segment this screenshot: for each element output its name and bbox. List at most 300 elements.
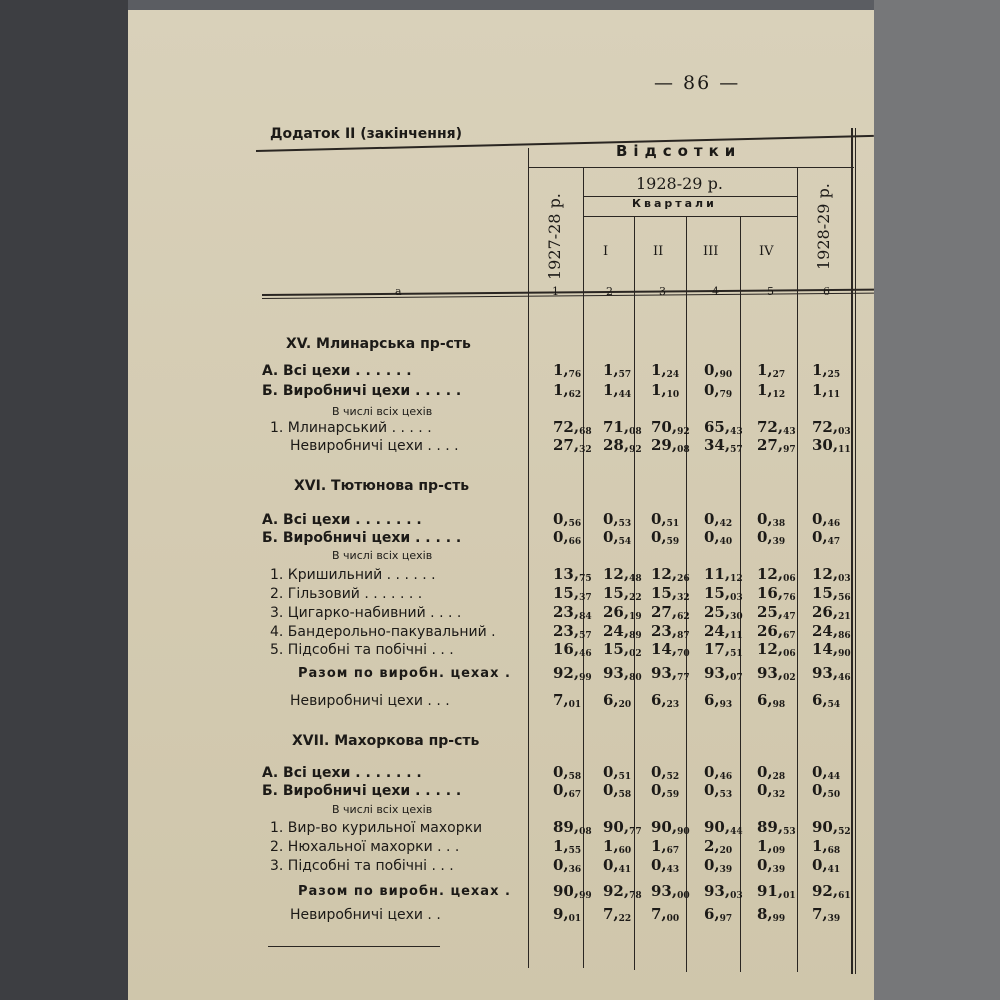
cell-integer: 0, xyxy=(704,528,720,546)
cell-decimal: 68 xyxy=(827,846,841,856)
cell-value xyxy=(812,510,840,529)
cell-value xyxy=(603,603,642,622)
cell-integer: 71, xyxy=(603,418,630,436)
cell-integer: 0, xyxy=(812,763,828,781)
cell-decimal: 54 xyxy=(827,700,841,710)
cell-decimal: 90 xyxy=(719,370,733,380)
cell-integer: 72, xyxy=(812,418,839,436)
cell-decimal: 78 xyxy=(629,891,642,901)
cell-integer: 0, xyxy=(651,763,667,781)
cell-decimal: 76 xyxy=(783,593,796,603)
cell-decimal: 39 xyxy=(772,865,786,875)
col-number-6: 6 xyxy=(823,285,830,298)
cell-decimal: 93 xyxy=(719,700,733,710)
cell-integer: 89, xyxy=(553,818,580,836)
cell-value xyxy=(553,882,592,901)
cell-integer: 93, xyxy=(603,664,630,682)
cell-decimal: 32 xyxy=(579,445,592,455)
cell-integer: 24, xyxy=(812,622,839,640)
cell-value xyxy=(757,781,785,800)
section-title: XVII. Махоркова пр-сть xyxy=(292,733,480,749)
cell-integer: 0, xyxy=(757,763,773,781)
cell-integer: 14, xyxy=(651,640,678,658)
cell-decimal: 03 xyxy=(838,574,851,584)
cell-value xyxy=(603,622,642,641)
row-label: 5. Підсобні та побічні . . . xyxy=(270,642,454,658)
cell-integer: 0, xyxy=(553,528,569,546)
cell-decimal: 24 xyxy=(666,370,680,380)
cell-value xyxy=(603,528,631,547)
cell-integer: 0, xyxy=(704,856,720,874)
cell-value xyxy=(704,664,743,683)
cell-decimal: 51 xyxy=(666,519,680,529)
cell-integer: 72, xyxy=(553,418,580,436)
cell-value xyxy=(651,882,690,901)
cell-integer: 15, xyxy=(704,584,731,602)
cell-decimal: 08 xyxy=(677,445,690,455)
cell-decimal: 77 xyxy=(629,827,642,837)
cell-value xyxy=(553,763,581,782)
cell-decimal: 90 xyxy=(838,649,851,659)
cell-decimal: 44 xyxy=(730,827,743,837)
cell-value xyxy=(812,436,851,455)
cell-value xyxy=(757,640,796,659)
cell-decimal: 26 xyxy=(677,574,690,584)
cell-decimal: 30 xyxy=(730,612,743,622)
cell-integer: 1, xyxy=(651,381,667,399)
cell-value xyxy=(651,856,679,875)
cell-decimal: 38 xyxy=(772,519,786,529)
cell-decimal: 59 xyxy=(666,537,680,547)
cell-integer: 1, xyxy=(651,837,667,855)
cell-value xyxy=(812,781,840,800)
cell-value xyxy=(812,856,840,875)
cell-decimal: 37 xyxy=(579,593,592,603)
cell-integer: 93, xyxy=(651,664,678,682)
cell-integer: 1, xyxy=(603,381,619,399)
cell-decimal: 84 xyxy=(579,612,592,622)
cell-decimal: 20 xyxy=(719,846,733,856)
cell-value xyxy=(812,691,840,710)
cell-integer: 92, xyxy=(812,882,839,900)
cell-value xyxy=(704,361,732,380)
cell-decimal: 79 xyxy=(719,390,733,400)
cell-integer: 11, xyxy=(704,565,731,583)
cell-value xyxy=(651,664,690,683)
cell-decimal: 41 xyxy=(618,865,632,875)
cell-value xyxy=(757,361,785,380)
row-label: 4. Бандерольно-пакувальний . xyxy=(270,624,496,640)
subheading: В числі всіх цехів xyxy=(332,405,433,418)
cell-integer: 0, xyxy=(603,763,619,781)
cell-integer: 16, xyxy=(553,640,580,658)
cell-integer: 0, xyxy=(812,510,828,528)
cell-integer: 15, xyxy=(651,584,678,602)
cell-decimal: 00 xyxy=(666,914,680,924)
cell-value xyxy=(603,691,631,710)
cell-value xyxy=(553,664,592,683)
cell-value xyxy=(704,691,732,710)
cell-integer: 92, xyxy=(603,882,630,900)
row-label: 3. Цигарко-набивний . . . . xyxy=(270,605,462,621)
cell-decimal: 00 xyxy=(677,891,690,901)
cell-decimal: 51 xyxy=(730,649,743,659)
cell-integer: 9, xyxy=(553,905,569,923)
cell-value xyxy=(704,565,743,584)
cell-decimal: 01 xyxy=(568,914,582,924)
cell-decimal: 75 xyxy=(579,574,592,584)
cell-integer: 8, xyxy=(757,905,773,923)
col-divider-6b xyxy=(855,128,856,974)
row-label: 1. Кришильний . . . . . . xyxy=(270,567,436,583)
cell-decimal: 03 xyxy=(730,593,743,603)
col-number-2: 2 xyxy=(606,285,613,298)
cell-value xyxy=(812,763,840,782)
cell-integer: 0, xyxy=(757,781,773,799)
row-label: 1. Млинарський . . . . . xyxy=(270,420,432,436)
cell-value xyxy=(603,856,631,875)
cell-integer: 15, xyxy=(553,584,580,602)
cell-decimal: 77 xyxy=(677,673,690,683)
cell-decimal: 39 xyxy=(719,865,733,875)
cell-integer: 24, xyxy=(603,622,630,640)
cell-integer: 1, xyxy=(553,837,569,855)
cell-integer: 25, xyxy=(757,603,784,621)
row-label: Б. Виробничі цехи . . . . . xyxy=(262,783,462,799)
cell-decimal: 44 xyxy=(618,390,632,400)
cell-decimal: 03 xyxy=(730,891,743,901)
cell-integer: 1, xyxy=(812,381,828,399)
row-label: Б. Виробничі цехи . . . . . xyxy=(262,383,462,399)
cell-value xyxy=(553,436,592,455)
cell-integer: 15, xyxy=(603,640,630,658)
cell-integer: 12, xyxy=(757,640,784,658)
cell-decimal: 19 xyxy=(629,612,642,622)
cell-integer: 0, xyxy=(812,856,828,874)
cell-integer: 0, xyxy=(603,528,619,546)
cell-decimal: 06 xyxy=(783,574,796,584)
row-label: А. Всі цехи . . . . . . . xyxy=(262,512,422,528)
cell-decimal: 40 xyxy=(719,537,733,547)
cell-integer: 0, xyxy=(757,510,773,528)
cell-integer: 1, xyxy=(603,837,619,855)
cell-integer: 15, xyxy=(603,584,630,602)
cell-value xyxy=(757,882,796,901)
cell-decimal: 57 xyxy=(730,445,743,455)
cell-integer: 93, xyxy=(757,664,784,682)
cell-integer: 0, xyxy=(651,781,667,799)
cell-integer: 0, xyxy=(651,510,667,528)
cell-decimal: 20 xyxy=(618,700,632,710)
cell-integer: 23, xyxy=(651,622,678,640)
cell-decimal: 46 xyxy=(719,772,733,782)
year-1928-total-header: 1928-29 р. xyxy=(814,183,833,270)
cell-value xyxy=(704,856,732,875)
cell-value xyxy=(812,664,851,683)
cell-decimal: 11 xyxy=(730,631,743,641)
cell-integer: 1, xyxy=(757,361,773,379)
cell-decimal: 70 xyxy=(677,649,690,659)
cell-decimal: 48 xyxy=(629,574,642,584)
cell-value xyxy=(757,818,796,837)
cell-decimal: 46 xyxy=(838,673,851,683)
section-title: XVI. Тютюнова пр-сть xyxy=(294,478,470,494)
cell-integer: 26, xyxy=(603,603,630,621)
cell-decimal: 08 xyxy=(629,427,642,437)
background-right xyxy=(874,0,1000,1000)
cell-value xyxy=(704,905,732,924)
total-row-label: Разом по виробн. цехах . xyxy=(298,884,511,899)
quarter-1: I xyxy=(603,244,609,259)
cell-decimal: 62 xyxy=(568,390,582,400)
cell-value xyxy=(757,691,785,710)
cell-decimal: 23 xyxy=(666,700,680,710)
cell-decimal: 22 xyxy=(629,593,642,603)
cell-decimal: 12 xyxy=(730,574,743,584)
cell-decimal: 53 xyxy=(719,790,733,800)
cell-value xyxy=(704,584,743,603)
cell-value xyxy=(704,818,743,837)
col-divider-a xyxy=(528,148,529,968)
cell-value xyxy=(812,361,840,380)
cell-value xyxy=(812,882,851,901)
cell-value xyxy=(757,381,785,400)
cell-integer: 0, xyxy=(704,361,720,379)
cell-decimal: 60 xyxy=(618,846,632,856)
row-label: 3. Підсобні та побічні . . . xyxy=(270,858,454,874)
cell-integer: 2, xyxy=(704,837,720,855)
row-label: 1. Вир-во курильної махорки xyxy=(270,820,483,836)
cell-integer: 17, xyxy=(704,640,731,658)
cell-value xyxy=(603,361,631,380)
cell-decimal: 22 xyxy=(618,914,632,924)
cell-decimal: 03 xyxy=(838,427,851,437)
cell-value xyxy=(603,565,642,584)
cell-decimal: 02 xyxy=(783,673,796,683)
cell-integer: 6, xyxy=(603,691,619,709)
cell-decimal: 09 xyxy=(772,846,786,856)
cell-value xyxy=(651,436,690,455)
cell-integer: 14, xyxy=(812,640,839,658)
cell-value xyxy=(553,622,592,641)
cell-value xyxy=(812,905,840,924)
cell-value xyxy=(651,691,679,710)
cell-value xyxy=(812,528,840,547)
cell-integer: 1, xyxy=(757,837,773,855)
cell-integer: 1, xyxy=(812,361,828,379)
cell-value xyxy=(812,584,851,603)
cell-decimal: 97 xyxy=(783,445,796,455)
cell-integer: 15, xyxy=(812,584,839,602)
cell-decimal: 08 xyxy=(579,827,592,837)
cell-value xyxy=(651,905,679,924)
cell-value xyxy=(704,640,743,659)
cell-decimal: 59 xyxy=(666,790,680,800)
cell-integer: 0, xyxy=(651,856,667,874)
cell-value xyxy=(757,763,785,782)
cell-integer: 12, xyxy=(812,565,839,583)
cell-value xyxy=(757,418,796,437)
cell-value xyxy=(704,763,732,782)
cell-value xyxy=(603,763,631,782)
cell-integer: 1, xyxy=(812,837,828,855)
cell-integer: 90, xyxy=(704,818,731,836)
cell-value xyxy=(651,418,690,437)
cell-decimal: 97 xyxy=(719,914,733,924)
cell-decimal: 32 xyxy=(677,593,690,603)
cell-decimal: 86 xyxy=(838,631,851,641)
cell-integer: 6, xyxy=(704,691,720,709)
cell-decimal: 06 xyxy=(783,649,796,659)
cell-decimal: 66 xyxy=(568,537,582,547)
cell-value xyxy=(651,837,679,856)
cell-integer: 13, xyxy=(553,565,580,583)
cell-integer: 23, xyxy=(553,622,580,640)
cell-value xyxy=(553,837,581,856)
percent-rule xyxy=(528,167,854,168)
cell-value xyxy=(603,510,631,529)
cell-integer: 1, xyxy=(651,361,667,379)
quarter-3: III xyxy=(703,244,719,259)
cell-integer: 72, xyxy=(757,418,784,436)
cell-integer: 7, xyxy=(603,905,619,923)
cell-value xyxy=(757,622,796,641)
cell-integer: 90, xyxy=(553,882,580,900)
cell-integer: 12, xyxy=(757,565,784,583)
cell-value xyxy=(553,418,592,437)
cell-integer: 1, xyxy=(757,381,773,399)
cell-integer: 90, xyxy=(603,818,630,836)
col-divider-5 xyxy=(797,168,798,972)
cell-integer: 28, xyxy=(603,436,630,454)
cell-decimal: 27 xyxy=(772,370,786,380)
year-1927-header: 1927-28 р. xyxy=(545,193,564,280)
row-label: Невиробничі цехи . . . xyxy=(290,693,450,709)
year-span-header: 1928-29 р. xyxy=(636,174,723,193)
cell-value xyxy=(704,381,732,400)
cell-integer: 26, xyxy=(812,603,839,621)
row-label: Б. Виробничі цехи . . . . . xyxy=(262,530,462,546)
cell-value xyxy=(704,528,732,547)
cell-value xyxy=(704,781,732,800)
cell-decimal: 41 xyxy=(827,865,841,875)
cell-decimal: 39 xyxy=(827,914,841,924)
cell-value xyxy=(651,584,690,603)
cell-value xyxy=(704,837,732,856)
cell-integer: 92, xyxy=(553,664,580,682)
background-left xyxy=(0,0,128,1000)
cell-integer: 70, xyxy=(651,418,678,436)
cell-value xyxy=(812,381,840,400)
cell-decimal: 32 xyxy=(772,790,786,800)
cell-decimal: 51 xyxy=(618,772,632,782)
cell-decimal: 43 xyxy=(730,427,743,437)
cell-value xyxy=(704,510,732,529)
cell-integer: 0, xyxy=(704,763,720,781)
cell-value xyxy=(603,418,642,437)
cell-value xyxy=(704,882,743,901)
cell-value xyxy=(651,818,690,837)
row-label: А. Всі цехи . . . . . . xyxy=(262,363,412,379)
cell-decimal: 46 xyxy=(827,519,841,529)
cell-value xyxy=(651,640,690,659)
cell-decimal: 76 xyxy=(568,370,582,380)
cell-value xyxy=(757,436,796,455)
cell-integer: 0, xyxy=(553,856,569,874)
cell-decimal: 62 xyxy=(677,612,690,622)
cell-decimal: 53 xyxy=(783,827,796,837)
cell-decimal: 92 xyxy=(677,427,690,437)
cell-value xyxy=(553,691,581,710)
cell-decimal: 92 xyxy=(629,445,642,455)
cell-value xyxy=(603,381,631,400)
cell-decimal: 54 xyxy=(618,537,632,547)
appendix-title: Додаток II (закінчення) xyxy=(270,126,463,142)
cell-value xyxy=(757,510,785,529)
cell-decimal: 43 xyxy=(783,427,796,437)
cell-value xyxy=(553,361,581,380)
quarter-4: IV xyxy=(759,244,774,259)
cell-value xyxy=(553,565,592,584)
percent-header: Відсотки xyxy=(616,142,742,160)
cell-decimal: 10 xyxy=(666,390,680,400)
cell-decimal: 44 xyxy=(827,772,841,782)
cell-decimal: 25 xyxy=(827,370,841,380)
cell-value xyxy=(603,436,642,455)
cell-value xyxy=(553,603,592,622)
cell-integer: 24, xyxy=(704,622,731,640)
cell-value xyxy=(812,622,851,641)
cell-value xyxy=(651,361,679,380)
cell-value xyxy=(812,418,851,437)
cell-decimal: 43 xyxy=(666,865,680,875)
cell-value xyxy=(603,882,642,901)
cell-decimal: 67 xyxy=(783,631,796,641)
cell-value xyxy=(757,565,796,584)
cell-value xyxy=(603,584,642,603)
cell-decimal: 53 xyxy=(618,519,632,529)
cell-decimal: 11 xyxy=(838,445,851,455)
cell-integer: 6, xyxy=(812,691,828,709)
cell-integer: 25, xyxy=(704,603,731,621)
cell-value xyxy=(603,640,642,659)
row-label: А. Всі цехи . . . . . . . xyxy=(262,765,422,781)
cell-integer: 7, xyxy=(812,905,828,923)
cell-integer: 7, xyxy=(651,905,667,923)
cell-value xyxy=(651,763,679,782)
cell-integer: 0, xyxy=(553,781,569,799)
cell-integer: 6, xyxy=(704,905,720,923)
cell-decimal: 36 xyxy=(568,865,582,875)
cell-integer: 30, xyxy=(812,436,839,454)
cell-integer: 27, xyxy=(651,603,678,621)
cell-value xyxy=(603,837,631,856)
cell-decimal: 46 xyxy=(579,649,592,659)
cell-decimal: 50 xyxy=(827,790,841,800)
cell-value xyxy=(603,781,631,800)
cell-decimal: 61 xyxy=(838,891,851,901)
section-title: XV. Млинарська пр-сть xyxy=(286,336,471,352)
quarters-rule xyxy=(584,216,798,217)
cell-integer: 93, xyxy=(704,664,731,682)
cell-value xyxy=(812,565,851,584)
cell-decimal: 56 xyxy=(838,593,851,603)
row-label: Невиробничі цехи . . . . xyxy=(290,438,459,454)
cell-value xyxy=(757,837,785,856)
cell-decimal: 99 xyxy=(579,673,592,683)
cell-integer: 0, xyxy=(757,856,773,874)
cell-integer: 16, xyxy=(757,584,784,602)
